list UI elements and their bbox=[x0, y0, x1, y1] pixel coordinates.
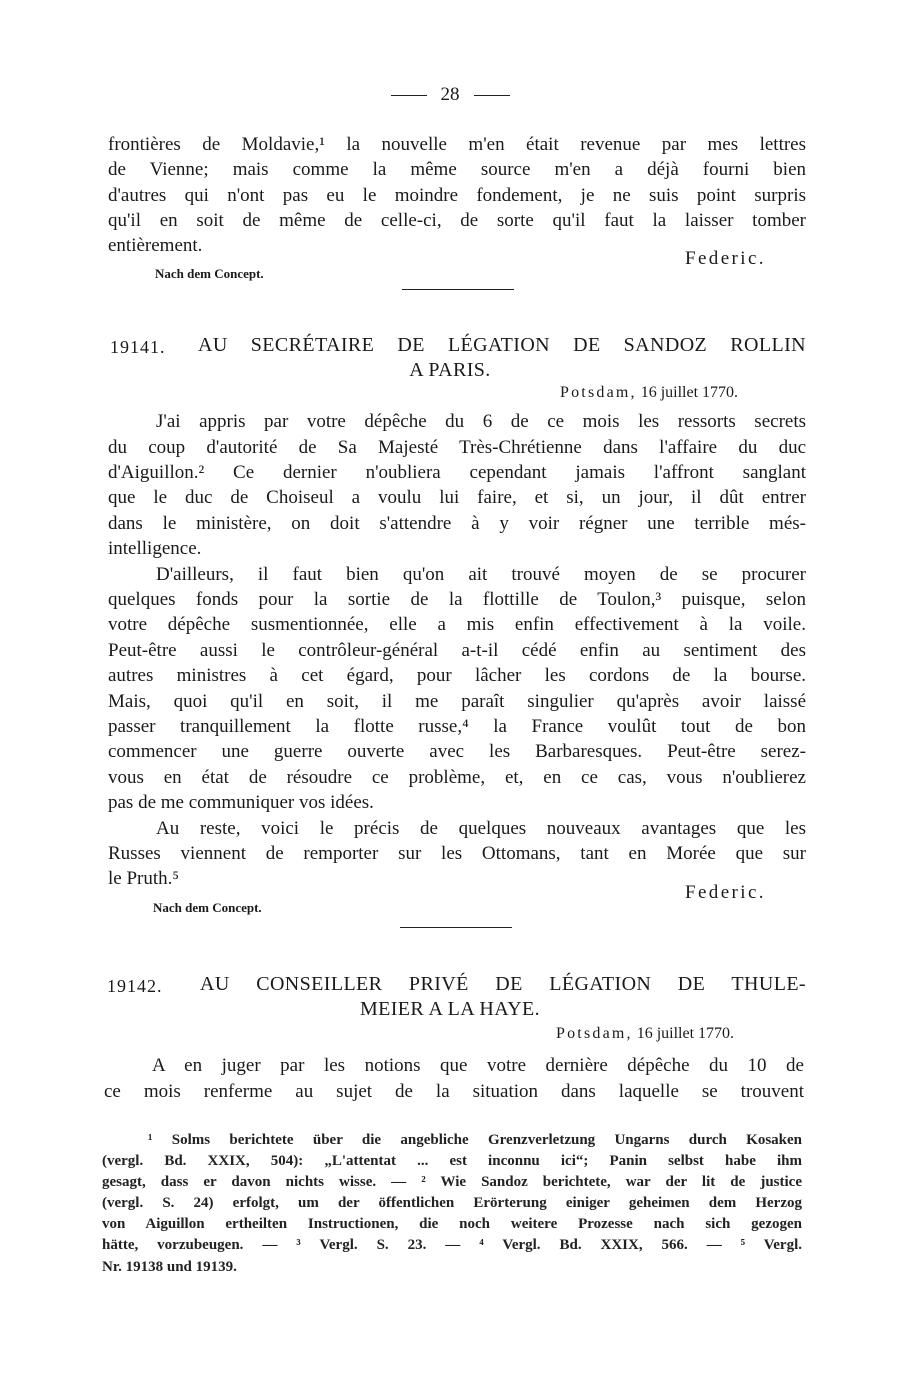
dateline-place: Potsdam, bbox=[556, 1025, 633, 1042]
text-line: le Pruth.⁵ bbox=[108, 868, 180, 889]
running-head bbox=[0, 84, 900, 106]
dateline-date: 16 juillet 1770. bbox=[640, 384, 739, 401]
text-line: qu'il en soit de même de celle-ci, de sorte qu'il faut la laisser tomber bbox=[108, 210, 806, 231]
footnote-line: von Aiguillon ertheilten Instructionen, die noch weitere Prozesse nach sich gezogen bbox=[102, 1216, 802, 1232]
footnote-line: hätte, vorzubeugen. — ³ Vergl. S. 23. — ⁴ Vergl. Bd. XXIX, 566. — ⁵ Vergl. bbox=[102, 1237, 802, 1253]
text-line: du coup d'autorité de Sa Majesté Très-Chrétienne dans l'affaire du duc bbox=[108, 437, 806, 458]
text-line: passer tranquillement la flotte russe,⁴ la France voulût tout de bon bbox=[108, 716, 806, 737]
text-line: Peut-être aussi le contrôleur-général a-t-il cédé enfin au sentiment des bbox=[108, 640, 806, 661]
text-line: entièrement. bbox=[108, 235, 203, 256]
text-line: frontières de Moldavie,¹ la nouvelle m'en était revenue par mes lettres bbox=[108, 134, 806, 155]
text-line: Mais, quoi qu'il en soit, il me paraît singulier qu'après avoir laissé bbox=[108, 691, 806, 712]
footnote-line: (vergl. Bd. XXIX, 504): „L'attentat ... est inconnu ici“; Panin selbst habe ihm bbox=[102, 1153, 802, 1169]
page-number: 28 bbox=[440, 84, 460, 105]
dateline-place: Potsdam, bbox=[560, 384, 637, 401]
text-line: votre dépêche susmentionnée, elle a mis enfin effectivement à la voile. bbox=[108, 614, 806, 635]
document-heading-line2: A PARIS. bbox=[409, 359, 491, 381]
dateline bbox=[556, 1025, 734, 1043]
text-line: quelques fonds pour la sortie de la flottille de Toulon,³ puisque, selon bbox=[108, 589, 806, 610]
document-heading: AU CONSEILLER PRIVÉ DE LÉGATION DE THULE- bbox=[200, 973, 806, 995]
text-line: ce mois renferme au sujet de la situation dans laquelle se trouvent bbox=[104, 1081, 804, 1102]
section-divider bbox=[400, 927, 512, 928]
head-dash-left bbox=[391, 95, 427, 96]
section-divider bbox=[402, 289, 514, 290]
text-line: dans le ministère, on doit s'attendre à y voir régner une terrible més- bbox=[108, 513, 806, 534]
text-line: commencer une guerre ouverte avec les Barbaresques. Peut-être serez- bbox=[108, 741, 806, 762]
footnote-line: Nr. 19138 und 19139. bbox=[102, 1259, 237, 1275]
dateline-date: 16 juillet 1770. bbox=[636, 1025, 735, 1042]
text-line: Russes viennent de remporter sur les Ottomans, tant en Morée que sur bbox=[108, 843, 806, 864]
signature: Federic. bbox=[685, 248, 766, 269]
text-line: que le duc de Choiseul a voulu lui faire, et si, un jour, il dût entrer bbox=[108, 487, 806, 508]
document-number: 19141. bbox=[110, 337, 166, 357]
text-line: intelligence. bbox=[108, 538, 202, 559]
text-line: d'Aiguillon.² Ce dernier n'oubliera cependant jamais l'affront sanglant bbox=[108, 462, 806, 483]
footnote-line: gesagt, dass er davon nichts wisse. — ² Wie Sandoz berichtete, war der lit de justice bbox=[102, 1174, 802, 1190]
head-dash-right bbox=[474, 95, 510, 96]
text-line: autres ministres à cet égard, pour lâcher les cordons de la bourse. bbox=[108, 665, 806, 686]
text-line: de Vienne; mais comme la même source m'en a déjà fourni bien bbox=[108, 159, 806, 180]
text-line: pas de me communiquer vos idées. bbox=[108, 792, 374, 813]
document-heading-line2: MEIER A LA HAYE. bbox=[359, 998, 541, 1020]
text-line: vous en état de résoudre ce problème, et, en ce cas, vous n'oublierez bbox=[108, 767, 806, 788]
text-line: J'ai appris par votre dépêche du 6 de ce mois les ressorts secrets bbox=[156, 411, 806, 432]
document-number: 19142. bbox=[107, 976, 163, 996]
text-line: A en juger par les notions que votre dernière dépêche du 10 de bbox=[152, 1055, 804, 1076]
text-line: D'ailleurs, il faut bien qu'on ait trouvé moyen de se procurer bbox=[156, 564, 806, 585]
dateline bbox=[560, 384, 738, 402]
signature: Federic. bbox=[685, 882, 766, 903]
text-line: Au reste, voici le précis de quelques nouveaux avantages que les bbox=[156, 818, 806, 839]
footnote-line: (vergl. S. 24) erfolgt, um der öffentlichen Erörterung einiger geheimen dem Herzog bbox=[102, 1195, 802, 1211]
document-heading: AU SECRÉTAIRE DE LÉGATION DE SANDOZ ROLLIN bbox=[198, 334, 806, 356]
footnote-line: ¹ Solms berichtete über die angebliche Grenzverletzung Ungarns durch Kosaken bbox=[148, 1132, 802, 1148]
source-note: Nach dem Concept. bbox=[153, 900, 262, 915]
text-line: d'autres qui n'ont pas eu le moindre fondement, je ne suis point surpris bbox=[108, 185, 806, 206]
source-note: Nach dem Concept. bbox=[155, 266, 264, 281]
